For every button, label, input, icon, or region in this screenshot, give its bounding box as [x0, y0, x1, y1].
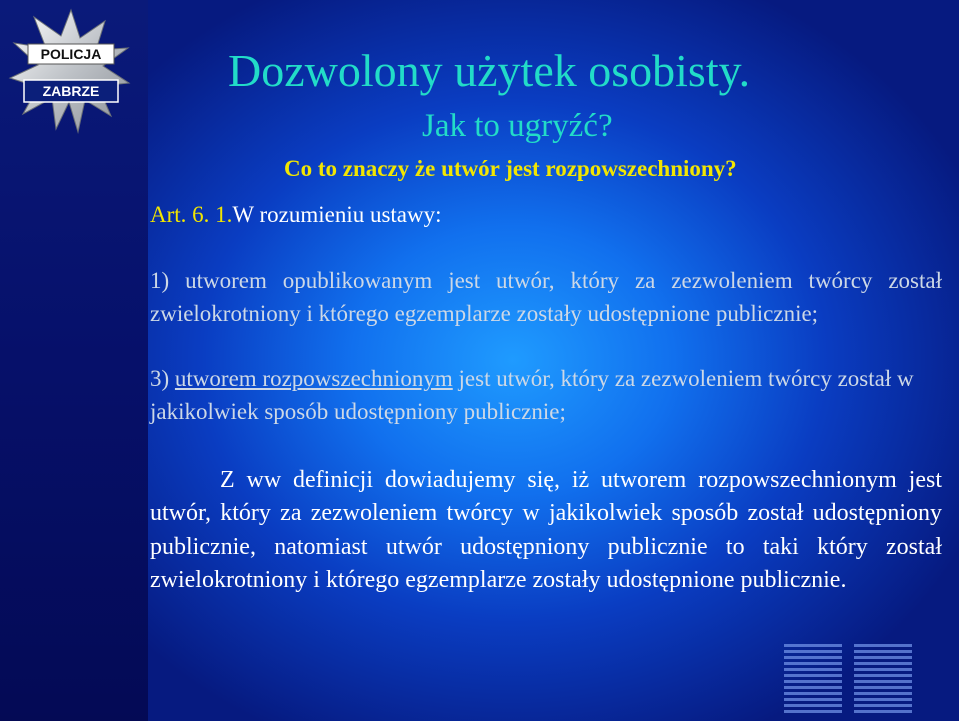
article-number: Art. 6. 1.	[150, 202, 233, 227]
stripe	[854, 668, 912, 671]
stripe	[784, 686, 842, 689]
stripe	[854, 680, 912, 683]
definition-term: utworem rozpowszechnionym	[174, 366, 453, 391]
police-star-badge-icon	[8, 8, 134, 134]
logo-police-text: POLICJA	[40, 46, 102, 62]
stripe	[854, 686, 912, 689]
stripe	[854, 656, 912, 659]
stripe	[854, 662, 912, 665]
stripe	[784, 644, 842, 647]
logo-city-text: ZABRZE	[42, 83, 100, 99]
stripe	[784, 692, 842, 695]
slide-subtitle: Jak to ugryźć?	[422, 108, 613, 144]
slide-title: Dozwolony użytek osobisty.	[228, 45, 751, 96]
stripe	[784, 662, 842, 665]
conclusion-text: Z ww definicji dowiadujemy się, iż utworem rozpowszechnionym jest utwór, który za zezwoleniem twórcy w jakikolwiek sposób został udostępniony publicznie, natomiast utwór udostępniony publicznie to taki który został zwielokrotniony i którego egzemplarze zostały udostępnione publicznie.	[150, 467, 942, 593]
definition-disseminated	[150, 363, 942, 428]
stripe	[784, 710, 842, 713]
article-intro: W rozumieniu ustawy:	[232, 202, 442, 227]
definition-published: 1) utworem opublikowanym jest utwór, który za zezwoleniem twórcy został zwielokrotniony i którego egzemplarze zostały udostępnione publicznie;	[150, 268, 942, 326]
article-line	[150, 202, 442, 228]
stripe	[854, 710, 912, 713]
question-heading: Co to znaczy że utwór jest rozpowszechniony?	[284, 156, 737, 181]
definition-prefix: 3)	[150, 366, 175, 391]
corner-decoration	[784, 644, 914, 718]
stripe	[854, 644, 912, 647]
stripe	[784, 680, 842, 683]
stripe	[784, 704, 842, 707]
stripe	[854, 704, 912, 707]
definition-rest: jest utwór, który za zezwoleniem twórcy został w jakikolwiek sposób udostępniony publicznie;	[150, 366, 914, 424]
stripe	[784, 674, 842, 677]
stripe	[784, 650, 842, 653]
stripe	[854, 692, 912, 695]
stripe	[854, 698, 912, 701]
stripe	[784, 668, 842, 671]
stripe	[854, 674, 912, 677]
conclusion-paragraph	[150, 464, 942, 597]
stripe	[854, 650, 912, 653]
stripe	[784, 656, 842, 659]
stripe	[784, 698, 842, 701]
